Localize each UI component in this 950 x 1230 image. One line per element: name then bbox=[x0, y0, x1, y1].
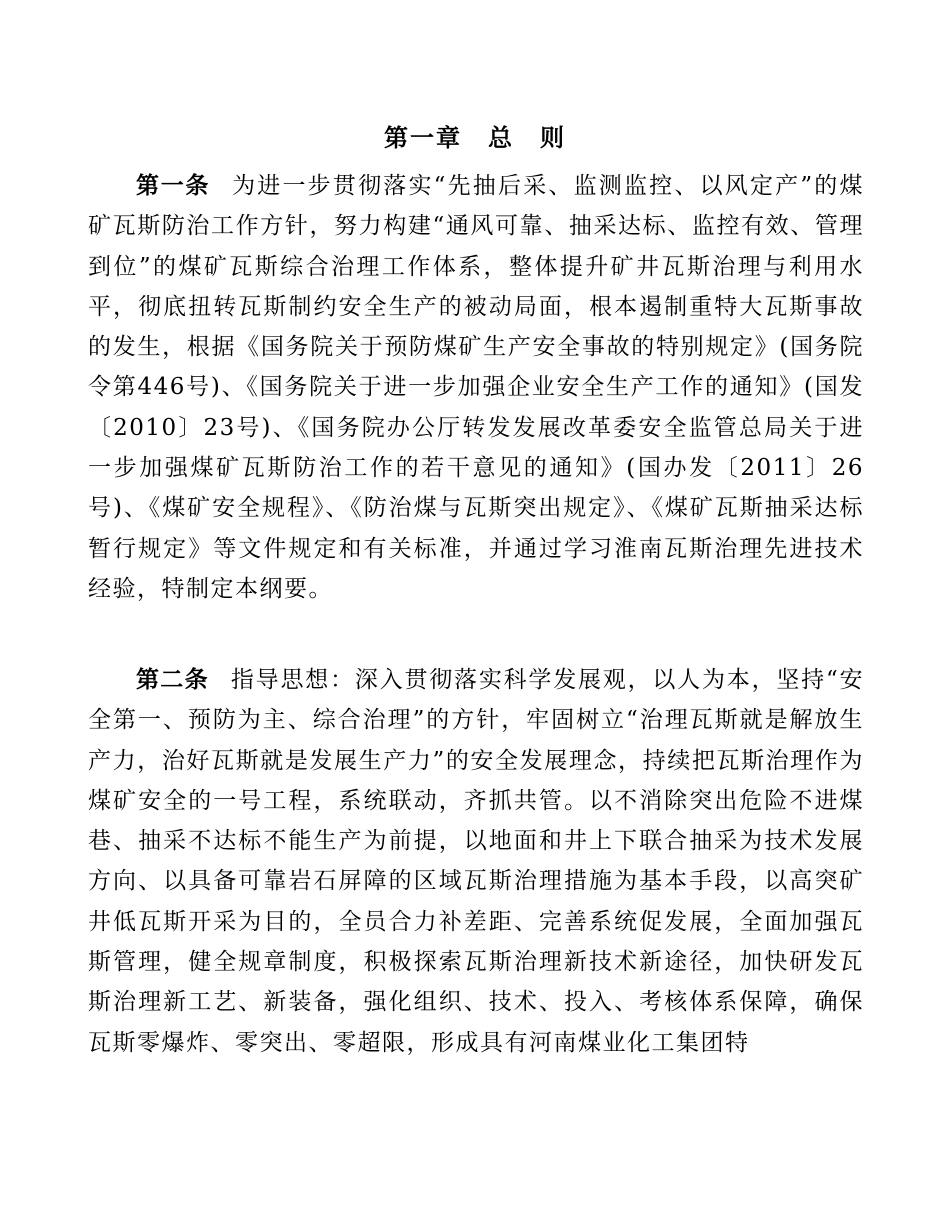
article-1 bbox=[88, 166, 864, 609]
chapter-title: 第一章 总 则 bbox=[384, 124, 566, 152]
article-2 bbox=[88, 660, 864, 1063]
article-1-text: 为进一步贯彻落实“先抽后采、监测监控、以风定产”的煤矿瓦斯防治工作方针，努力构建“通风可靠、抽采达标、监控有效、管理到位”的煤矿瓦斯综合治理工作体系，整体提升矿井瓦斯治理与利用水平，彻底扭转瓦斯制约安全生产的被动局面，根本遏制重特大瓦斯事故的发生，根据《国务院关于预防煤矿生产安全事故的特别规定》(国务院令第446号)、《国务院关于进一步加强企业安全生产工作的通知》(国发〔2010〕23号)、《国务院办公厅转发发展改革委安全监管总局关于进一步加强煤矿瓦斯防治工作的若干意见的通知》(国办发〔2011〕26号)、《煤矿安全规程》、《防治煤与瓦斯突出规定》、《煤矿瓦斯抽采达标暂行规定》等文件规定和有关标准，并通过学习淮南瓦斯治理先进技术经验，特制定本纲要。 bbox=[88, 173, 864, 602]
article-2-label: 第二条 bbox=[136, 667, 209, 693]
article-1-label: 第一条 bbox=[136, 173, 211, 199]
article-2-text: 指导思想：深入贯彻落实科学发展观，以人为本，坚持“安全第一、预防为主、综合治理”的方针，牢固树立“治理瓦斯就是解放生产力，治好瓦斯就是发展生产力”的安全发展理念，持续把瓦斯治理作为煤矿安全的一号工程，系统联动，齐抓共管。以不消除突出危险不进煤巷、抽采不达标不能生产为前提，以地面和井上下联合抽采为技术发展方向、以具备可靠岩石屏障的区域瓦斯治理措施为基本手段，以高突矿井低瓦斯开采为目的，全员合力补差距、完善系统促发展，全面加强瓦斯管理，健全规章制度，积极探索瓦斯治理新技术新途径，加快研发瓦斯治理新工艺、新装备，强化组织、技术、投入、考核体系保障，确保瓦斯零爆炸、零突出、零超限，形成具有河南煤业化工集团特 bbox=[88, 667, 865, 1056]
